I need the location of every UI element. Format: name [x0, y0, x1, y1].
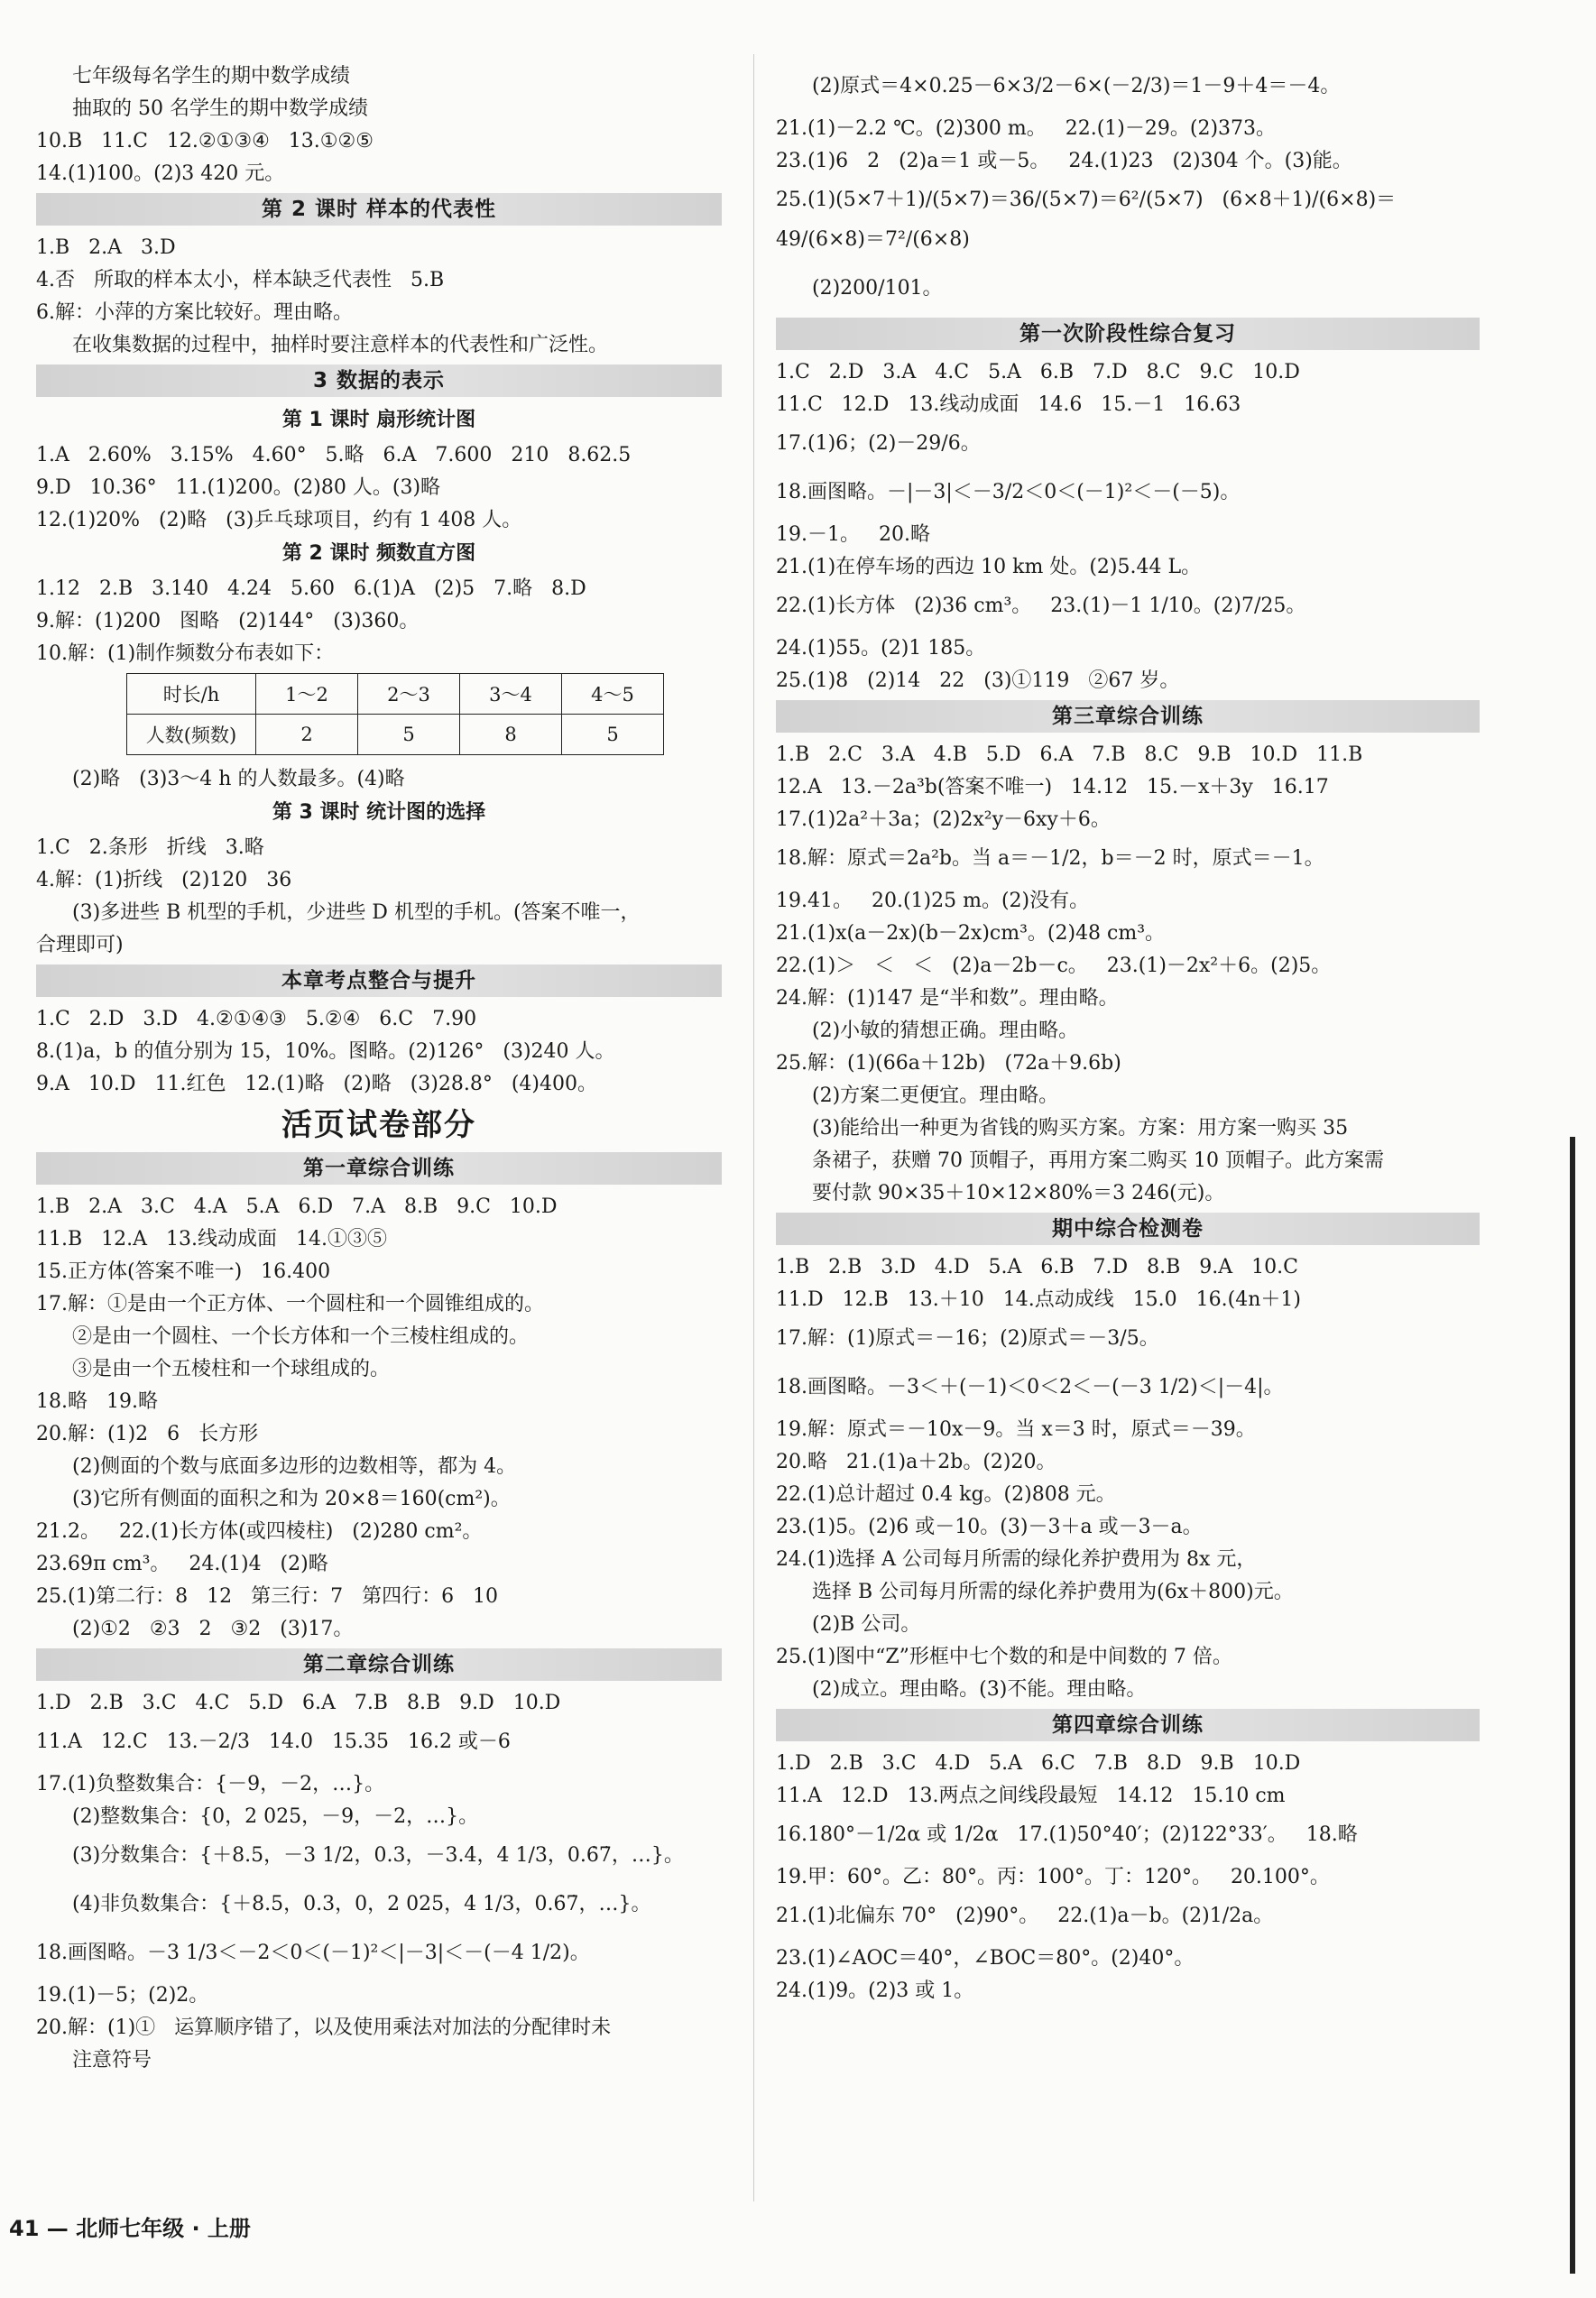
section-heading: 期中综合检测卷: [776, 1213, 1480, 1245]
answer-line: 19.甲：60°。乙：80°。丙：100°。丁：120°。 20.100°。: [776, 1866, 1330, 1888]
answer-line: 20.略 21.(1)a＋2b。(2)20。: [776, 1451, 1056, 1473]
column-divider: [753, 54, 754, 2201]
answer-line: 1.C 2.条形 折线 3.略: [36, 836, 264, 859]
answer-line: 24.解：(1)147 是“半和数”。理由略。: [776, 987, 1119, 1010]
answer-line: 19.(1)－5；(2)2。: [36, 1984, 209, 2007]
answer-line: 12.(1)20% (2)略 (3)乒乓球项目，约有 1 408 人。: [36, 509, 522, 531]
frequency-table: [126, 673, 664, 755]
answer-line: 12.A 13.－2a³b(答案不唯一) 14.12 15.－x＋3y 16.17: [776, 776, 1329, 798]
answer-line: 在收集数据的过程中，抽样时要注意样本的代表性和广泛性。: [72, 334, 609, 356]
right-column: [776, 63, 1480, 2010]
table-cell: 5: [358, 715, 460, 755]
answer-line: 17.(1)6；(2)－29/6。: [776, 432, 981, 455]
answer-line: 1.C 2.D 3.D 4.②①④③ 5.②④ 6.C 7.90: [36, 1008, 477, 1030]
section-heading: 第一章综合训练: [36, 1152, 722, 1185]
answer-line: 1.A 2.60% 3.15% 4.60° 5.略 6.A 7.600 210 8.62.5: [36, 444, 632, 466]
answer-line: 23.(1)∠AOC＝40°，∠BOC＝80°。(2)40°。: [776, 1947, 1195, 1970]
answer-line: 19.41。 20.(1)25 m。(2)没有。: [776, 890, 1090, 912]
answer-line: 25.(1)第二行：8 12 第三行：7 第四行：6 10: [36, 1585, 499, 1608]
answer-line: 1.B 2.C 3.A 4.B 5.D 6.A 7.B 8.C 9.B 10.D 11.B: [776, 743, 1363, 766]
answer-line: 23.(1)6 2 (2)a＝1 或－5。 24.(1)23 (2)304 个。(3)能。: [776, 150, 1352, 172]
section-heading: 本章考点整合与提升: [36, 964, 722, 997]
answer-line: 注意符号: [72, 2049, 152, 2072]
table-cell: 时长/h: [127, 674, 256, 715]
answer-line: 18.画图略。－|－3|＜－3/2＜0＜(－1)²＜－(－5)。: [776, 481, 1241, 503]
answer-line: 18.略 19.略: [36, 1390, 158, 1413]
answer-line: 25.(1)(5×7＋1)/(5×7)＝36/(5×7)＝6²/(5×7) (6×8＋1)/(6×8)＝49/(6×8)＝7²/(6×8): [776, 189, 1397, 251]
answer-line: 17.(1)负整数集合：{－9，－2，…}。: [36, 1773, 385, 1795]
answer-line: 25.(1)8 (2)14 22 (3)①119 ②67 岁。: [776, 669, 1180, 692]
answer-line: 21.2。 22.(1)长方体(或四棱柱) (2)280 cm²。: [36, 1520, 483, 1543]
answer-line: (2)方案二更便宜。理由略。: [812, 1084, 1059, 1107]
answer-line: 11.A 12.C 13.－2/3 14.0 15.35 16.2 或－6: [36, 1730, 511, 1753]
answer-line: 10.解：(1)制作频数分布表如下：: [36, 642, 335, 665]
answer-line: 23.69π cm³。 24.(1)4 (2)略: [36, 1553, 328, 1575]
section-heading: 3 数据的表示: [36, 365, 722, 397]
answer-line: 17.解：(1)原式＝－16；(2)原式＝－3/5。: [776, 1327, 1159, 1350]
answer-line: 1.D 2.B 3.C 4.D 5.A 6.C 7.B 8.D 9.B 10.D: [776, 1752, 1301, 1775]
answer-line: 抽取的 50 名学生的期中数学成绩: [72, 97, 368, 120]
section-heading: 第二章综合训练: [36, 1648, 722, 1681]
lesson-heading: 第 3 课时 统计图的选择: [272, 801, 486, 824]
page-edge: [1570, 1137, 1575, 2274]
answer-line: (2)小敏的猜想正确。理由略。: [812, 1020, 1079, 1042]
answer-line: 合理即可): [36, 934, 124, 956]
answer-line: 24.(1)55。(2)1 185。: [776, 637, 986, 660]
answer-line: 21.(1)－2.2 ℃。(2)300 m。 22.(1)－29。(2)373。: [776, 117, 1277, 140]
answer-line: 11.A 12.D 13.两点之间线段最短 14.12 15.10 cm: [776, 1785, 1286, 1807]
answer-line: 10.B 11.C 12.②①③④ 13.①②⑤: [36, 130, 374, 152]
answer-line: 22.(1)＞ ＜ ＜ (2)a－2b－c。 23.(1)－2x²＋6。(2)5。: [776, 955, 1332, 977]
answer-line: 21.(1)北偏东 70° (2)90°。 22.(1)a－b。(2)1/2a。: [776, 1905, 1274, 1927]
table-row: [127, 715, 664, 755]
table-cell: 1～2: [256, 674, 358, 715]
table-cell: 3～4: [460, 674, 562, 715]
answer-line: 19.－1。 20.略: [776, 523, 930, 546]
answer-line: (4)非负数集合：{＋8.5，0.3，0，2 025，4 1/3，0.6̇7̇，…}。: [72, 1893, 651, 1915]
left-column: [36, 63, 722, 2080]
section-heading: 第一次阶段性综合复习: [776, 318, 1480, 350]
answer-line: 18.解：原式＝2a²b。当 a＝－1/2，b＝－2 时，原式＝－1。: [776, 847, 1324, 870]
answer-line: 14.(1)100。(2)3 420 元。: [36, 162, 285, 185]
table-cell: 5: [562, 715, 664, 755]
answer-line: 选择 B 公司每月所需的绿化养护费用为(6x＋800)元。: [812, 1581, 1294, 1603]
answer-line: 22.(1)长方体 (2)36 cm³。 23.(1)－1 1/10。(2)7/25。: [776, 595, 1306, 617]
section-heading: 第四章综合训练: [776, 1709, 1480, 1741]
answer-line: 25.解：(1)(66a＋12b) (72a＋9.6b): [776, 1052, 1121, 1075]
answer-line: ③是由一个五棱柱和一个球组成的。: [72, 1358, 391, 1380]
answer-line: 19.解：原式＝－10x－9。当 x＝3 时，原式＝－39。: [776, 1418, 1256, 1441]
page-footer: 41 — 北师七年级 · 上册: [9, 2216, 251, 2241]
answer-line: (2)原式＝4×0.25－6×3/2－6×(－2/3)＝1－9＋4＝－4。: [812, 75, 1341, 97]
answer-line: (2)整数集合：{0，2 025，－9，－2，…}。: [72, 1805, 479, 1828]
answer-line: (2)200/101。: [812, 277, 943, 300]
answer-line: 9.A 10.D 11.红色 12.(1)略 (2)略 (3)28.8° (4)400。: [36, 1073, 597, 1095]
answer-line: 1.12 2.B 3.140 4.24 5.60 6.(1)A (2)5 7.略 8.D: [36, 577, 586, 600]
answer-line: 16.180°－1/2α 或 1/2α 17.(1)50°40′；(2)122°33′。 18.略: [776, 1823, 1358, 1846]
answer-line: 17.解：①是由一个正方体、一个圆柱和一个圆锥组成的。: [36, 1293, 544, 1315]
answer-line: 8.(1)a，b 的值分别为 15，10%。图略。(2)126° (3)240 人。: [36, 1040, 615, 1063]
answer-line: 15.正方体(答案不唯一) 16.400: [36, 1260, 331, 1283]
part-title: 活页试卷部分: [281, 1107, 476, 1143]
answer-line: (2)成立。理由略。(3)不能。理由略。: [812, 1678, 1147, 1701]
answer-line: 1.C 2.D 3.A 4.C 5.A 6.B 7.D 8.C 9.C 10.D: [776, 361, 1300, 383]
answer-line: 七年级每名学生的期中数学成绩: [72, 65, 351, 88]
answer-line: 24.(1)9。(2)3 或 1。: [776, 1980, 974, 2002]
answer-line: (2)略 (3)3～4 h 的人数最多。(4)略: [72, 768, 405, 790]
section-heading: 第三章综合训练: [776, 700, 1480, 733]
answer-line: 23.(1)5。(2)6 或－10。(3)－3＋a 或－3－a。: [776, 1516, 1203, 1538]
answer-line: 1.B 2.A 3.C 4.A 5.A 6.D 7.A 8.B 9.C 10.D: [36, 1195, 558, 1218]
table-cell: 4～5: [562, 674, 664, 715]
table-row: [127, 674, 664, 715]
answer-line: (3)它所有侧面的面积之和为 20×8＝160(cm²)。: [72, 1488, 511, 1510]
answer-line: 18.画图略。－3 1/3＜－2＜0＜(－1)²＜|－3|＜－(－4 1/2)。: [36, 1942, 590, 1964]
answer-line: ②是由一个圆柱、一个长方体和一个三棱柱组成的。: [72, 1325, 530, 1348]
answer-line: (3)能给出一种更为省钱的购买方案。方案：用方案一购买 35: [812, 1117, 1349, 1140]
answer-line: 24.(1)选择 A 公司每月所需的绿化养护费用为 8x 元，: [776, 1548, 1257, 1571]
answer-line: 1.B 2.B 3.D 4.D 5.A 6.B 7.D 8.B 9.A 10.C: [776, 1256, 1298, 1278]
answer-line: 1.D 2.B 3.C 4.C 5.D 6.A 7.B 8.B 9.D 10.D: [36, 1692, 561, 1714]
answer-line: (2)侧面的个数与底面多边形的边数相等，都为 4。: [72, 1455, 517, 1478]
lesson-heading: 第 1 课时 扇形统计图: [281, 409, 476, 431]
answer-line: 21.(1)x(a－2x)(b－2x)cm³。(2)48 cm³。: [776, 922, 1166, 945]
answer-line: 17.(1)2a²＋3a；(2)2x²y－6xy＋6。: [776, 808, 1111, 831]
answer-line: 4.否 所取的样本太小，样本缺乏代表性 5.B: [36, 269, 445, 291]
answer-line: 条裙子，获赠 70 顶帽子，再用方案二购买 10 顶帽子。此方案需: [812, 1149, 1384, 1172]
answer-line: 4.解：(1)折线 (2)120 36: [36, 869, 292, 891]
answer-line: 要付款 90×35＋10×12×80%＝3 246(元)。: [812, 1182, 1225, 1204]
answer-line: 11.B 12.A 13.线动成面 14.①③⑤: [36, 1228, 387, 1251]
answer-line: 20.解：(1)① 运算顺序错了，以及使用乘法对加法的分配律时未: [36, 2017, 612, 2039]
table-cell: 8: [460, 715, 562, 755]
table-cell: 2～3: [358, 674, 460, 715]
answer-line: 18.画图略。－3＜＋(－1)＜0＜2＜－(－3 1/2)＜|－4|。: [776, 1376, 1284, 1398]
answer-line: (2)B 公司。: [812, 1613, 921, 1636]
answer-line: 22.(1)总计超过 0.4 kg。(2)808 元。: [776, 1483, 1116, 1506]
table-cell: 2: [256, 715, 358, 755]
answer-line: (3)分数集合：{＋8.5，－3 1/2，0.3，－3.4，4 1/3，0.6̇7̇，…}。: [72, 1844, 684, 1867]
table-cell: 人数(频数): [127, 715, 256, 755]
answer-line: 25.(1)图中“Z”形框中七个数的和是中间数的 7 倍。: [776, 1646, 1232, 1668]
lesson-heading: 第 2 课时 频数直方图: [281, 542, 476, 565]
answer-line: 21.(1)在停车场的西边 10 km 处。(2)5.44 L。: [776, 556, 1202, 578]
answer-line: (2)①2 ②3 2 ③2 (3)17。: [72, 1618, 354, 1640]
answer-line: 20.解：(1)2 6 长方形: [36, 1423, 259, 1445]
section-heading: 第 2 课时 样本的代表性: [36, 193, 722, 226]
answer-line: 1.B 2.A 3.D: [36, 236, 176, 259]
answer-line: 9.解：(1)200 图略 (2)144° (3)360。: [36, 610, 420, 632]
answer-line: 11.C 12.D 13.线动成面 14.6 15.－1 16.63: [776, 393, 1241, 416]
answer-line: 6.解：小萍的方案比较好。理由略。: [36, 301, 353, 324]
answer-line: 9.D 10.36° 11.(1)200。(2)80 人。(3)略: [36, 476, 441, 499]
answer-line: 11.D 12.B 13.＋10 14.点动成线 15.0 16.(4n＋1): [776, 1288, 1301, 1311]
answer-line: (3)多进些 B 机型的手机，少进些 D 机型的手机。(答案不唯一，: [72, 901, 641, 924]
